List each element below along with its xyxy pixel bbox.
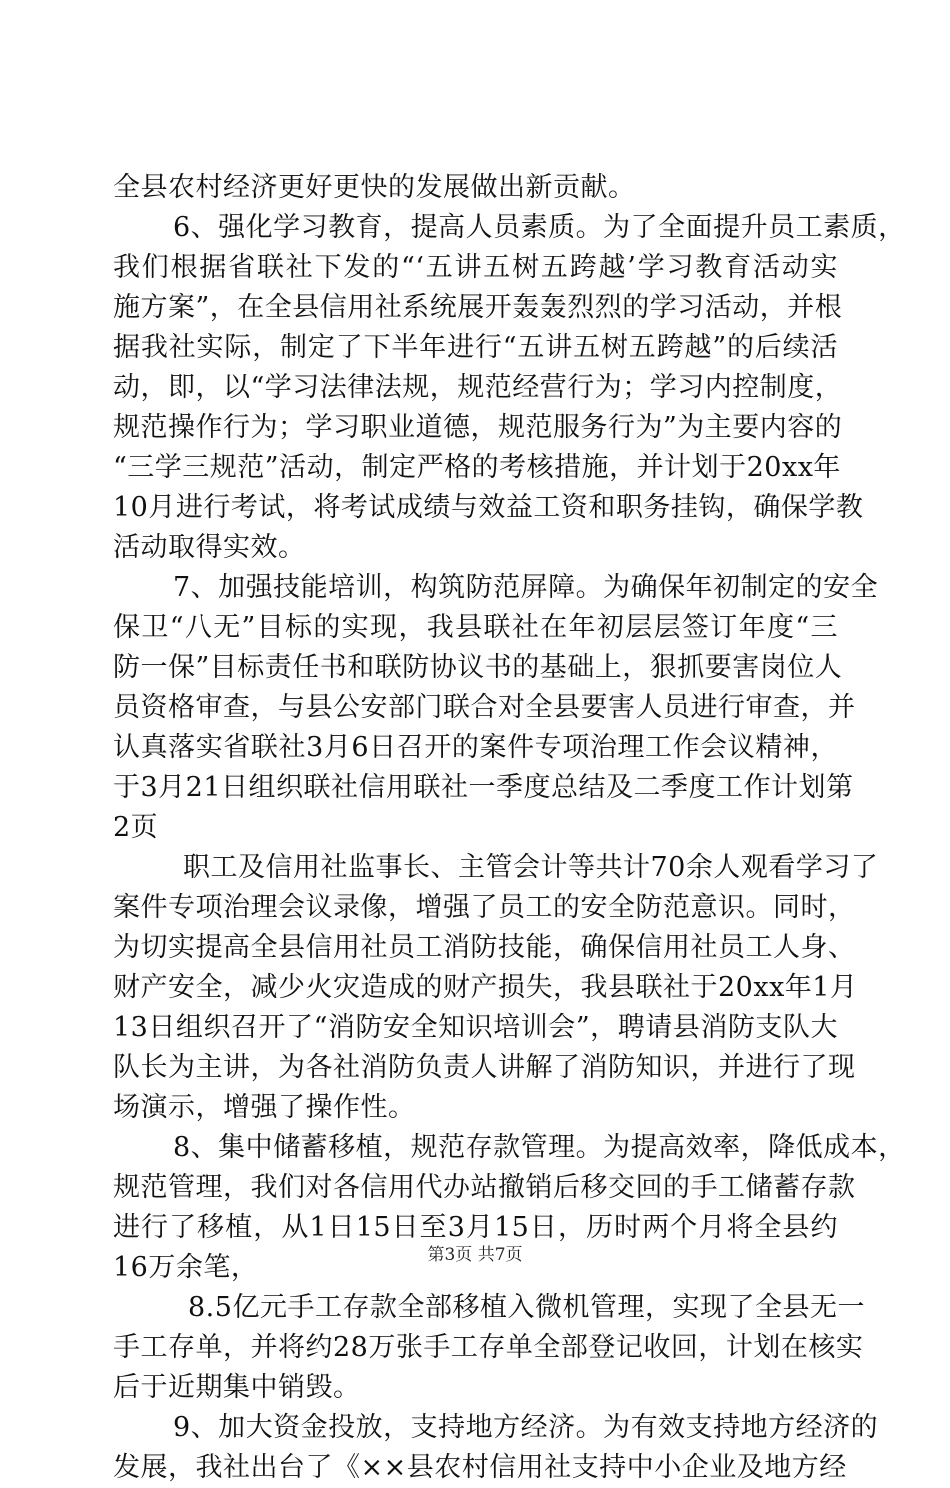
text-line: 据我社实际，制定了下半年进行“五讲五树五跨越”的后续活 [113,332,838,363]
text-line: 2页 [113,812,159,843]
text-line: 8、集中储蓄移植，规范存款管理。为提高效率，降低成本， [173,1132,906,1163]
text-line: 规范管理，我们对各信用代办站撤销后移交回的手工储蓄存款 [113,1172,856,1203]
text-line: 7、加强技能培训，构筑防范屏障。为确保年初制定的安全 [173,572,879,603]
text-line: 为切实提高全县信用社员工消防技能，确保信用社员工人身、 [113,932,856,963]
text-line: 施方案”，在全县信用社系统展开轰轰烈烈的学习活动，并根 [113,292,843,323]
document-body [113,168,906,1488]
text-line: 场演示，增强了操作性。 [113,1092,416,1123]
text-line: 进行了移植，从1日15日至3月15日，历时两个月将全县约 [113,1212,838,1243]
text-line: 8.5亿元手工存款全部移植入微机管理，实现了全县无一 [188,1292,865,1323]
text-line: “三学三规范”活动，制定严格的考核措施，并计划于20xx年 [113,452,841,483]
text-line: 13日组织召开了“消防安全知识培训会”，聘请县消防支队大 [113,1012,838,1043]
text-line: 9、加大资金投放，支持地方经济。为有效支持地方经济的 [173,1412,879,1443]
text-line: 认真落实省联社3月6日召开的案件专项治理工作会议精神， [113,732,838,763]
text-line: 发展，我社出台了《××县农村信用社支持中小企业及地方经 [113,1452,847,1483]
page-footer: 第3页 共7页 [427,1245,523,1265]
text-line: 职工及信用社监事长、主管会计等共计70余人观看学习了 [183,852,879,883]
text-line: 活动取得实效。 [113,532,306,563]
text-line: 案件专项治理会议录像，增强了员工的安全防范意识。同时， [113,892,856,923]
text-line: 防一保”目标责任书和联防协议书的基础上，狠抓要害岗位人 [113,652,843,683]
text-line: 规范操作行为；学习职业道德，规范服务行为”为主要内容的 [113,412,843,443]
text-line: 动，即，以“学习法律法规，规范经营行为；学习内控制度， [113,372,843,403]
text-line: 财产安全，减少火灾造成的财产损失，我县联社于20xx年1月 [113,972,858,1003]
text-line: 6、强化学习教育，提高人员素质。为了全面提升员工素质， [173,212,906,243]
text-line: 全县农村经济更好更快的发展做出新贡献。 [113,172,636,203]
text-line: 手工存单，并将约28万张手工存单全部登记收回，计划在核实 [113,1332,864,1363]
text-line: 于3月21日组织联社信用联社一季度总结及二季度工作计划第 [113,772,854,803]
text-line: 后于近期集中销毁。 [113,1372,361,1403]
text-line: 员资格审查，与县公安部门联合对全县要害人员进行审查，并 [113,692,856,723]
text-line: 10月进行考试，将考试成绩与效益工资和职务挂钩，确保学教 [113,492,864,523]
text-line: 16万余笔， [113,1252,259,1283]
text-line: 队长为主讲，为各社消防负责人讲解了消防知识，并进行了现 [113,1052,856,1083]
text-line: 保卫“八无”目标的实现，我县联社在年初层层签订年度“三 [113,612,838,643]
text-line: 我们根据省联社下发的“‘五讲五树五跨越’学习教育活动实 [113,252,838,283]
